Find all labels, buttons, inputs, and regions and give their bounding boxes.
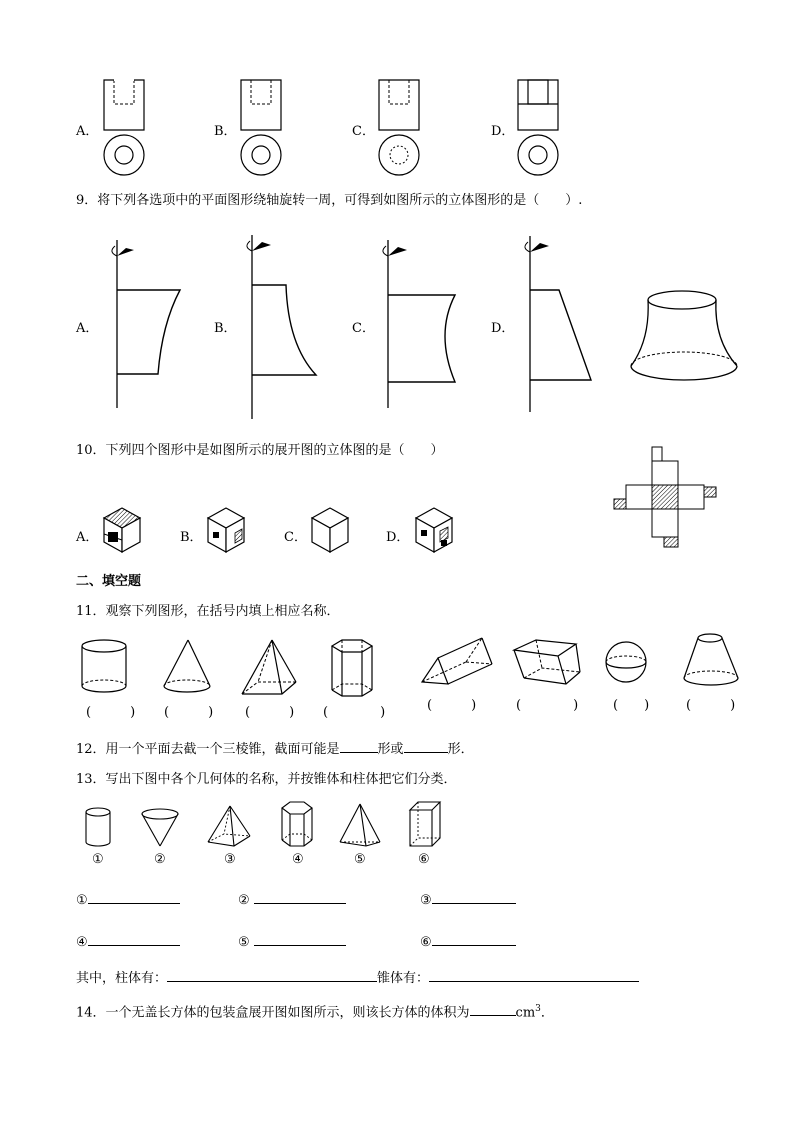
q14-line <box>76 1001 554 1021</box>
q13-shape-4-hexagonal-prism <box>278 800 318 850</box>
q8-figure-a <box>95 75 155 180</box>
section-title-fill-in: 二、填空题 <box>76 574 142 589</box>
q9-option-b: B． <box>214 321 237 336</box>
q13-answer-5 <box>238 932 346 951</box>
q13-text: 13．写出下图中各个几何体的名称，并按锥体和柱体把它们分类． <box>76 772 457 787</box>
q13-answer-1-label: ① <box>76 893 88 908</box>
q13-shape-1-cylinder <box>82 806 118 850</box>
q13-label-3: ③ <box>224 852 236 867</box>
q10-cube-net <box>612 443 722 551</box>
q10-cube-d <box>414 506 456 554</box>
q11-text: 11．观察下列图形，在括号内填上相应名称． <box>76 604 340 619</box>
q13-prism-label: 其中，柱体有： <box>76 971 168 986</box>
q11-bracket-3[interactable]: ( ) <box>245 705 295 720</box>
q12-blank-2[interactable] <box>404 739 448 753</box>
q13-answer-1-blank[interactable] <box>88 890 180 904</box>
q10-option-b: B． <box>180 530 203 545</box>
q13-prism-blank[interactable] <box>167 968 377 982</box>
q13-answer-5-label: ⑤ <box>238 935 250 950</box>
q14-unit: cm <box>515 1005 536 1021</box>
q10-text: 10．下列四个图形中是如图所示的展开图的立体图的是（ ） <box>76 443 444 458</box>
q13-label-2: ② <box>154 852 166 867</box>
q11-sphere <box>604 638 654 688</box>
q13-answer-2 <box>238 890 346 909</box>
q9-figure-b <box>238 227 328 422</box>
q11-cone <box>160 636 216 698</box>
q8-figure-d <box>509 75 569 180</box>
q11-oblique-prism <box>510 634 582 690</box>
q11-bracket-6[interactable]: ( ) <box>516 698 579 713</box>
q13-answer-6-blank[interactable] <box>432 932 516 946</box>
q13-classification <box>76 968 639 987</box>
q13-answer-4-label: ④ <box>76 935 88 950</box>
q9-text: 9．将下列各选项中的平面图形绕轴旋转一周，可得到如图所示的立体图形的是（ ）. <box>76 193 583 208</box>
q9-option-a: A． <box>76 321 99 336</box>
q11-bracket-7[interactable]: ( ) <box>613 698 650 713</box>
q13-label-5: ⑤ <box>354 852 366 867</box>
q14-blank[interactable] <box>470 1002 516 1016</box>
q13-answer-1 <box>76 890 180 909</box>
q13-shape-3-pyramid <box>204 802 254 850</box>
q10-cube-b <box>206 506 248 554</box>
q9-option-c: C． <box>352 321 375 336</box>
q13-pyramid-blank[interactable] <box>429 968 639 982</box>
q13-answer-3 <box>420 890 516 909</box>
q14-prefix: 14．一个无盖长方体的包装盒展开图如图所示，则该长方体的体积为 <box>76 1005 470 1021</box>
q13-answer-4-blank[interactable] <box>88 932 180 946</box>
q12-blank-1[interactable] <box>340 739 378 753</box>
q14-unit-exponent: 3 <box>535 1004 541 1014</box>
q13-answer-3-blank[interactable] <box>432 890 516 904</box>
q13-label-1: ① <box>92 852 104 867</box>
q11-cylinder <box>78 638 134 698</box>
q13-answer-5-blank[interactable] <box>254 932 346 946</box>
q11-bracket-4[interactable]: ( ) <box>323 705 386 720</box>
q8-option-b: B． <box>214 124 237 139</box>
q11-hexagonal-prism <box>326 638 378 700</box>
q11-bracket-8[interactable]: ( ) <box>686 698 736 713</box>
q13-answer-2-blank[interactable] <box>254 890 346 904</box>
q9-figure-c <box>373 232 468 412</box>
q12-line <box>76 739 474 758</box>
q13-shape-2-cone <box>138 806 184 850</box>
q11-bracket-1[interactable]: ( ) <box>86 705 136 720</box>
q13-answer-3-label: ③ <box>420 893 432 908</box>
q12-middle: 形或 <box>377 742 404 757</box>
q13-shape-6-rectangular-prism <box>406 800 446 850</box>
q9-figure-a <box>100 232 190 412</box>
q10-option-d: D． <box>386 530 410 545</box>
q9-solid-of-revolution <box>625 288 745 388</box>
q10-option-a: A． <box>76 530 99 545</box>
q8-figure-c <box>370 75 430 180</box>
q9-figure-d <box>513 232 603 412</box>
q13-answer-2-label: ② <box>238 893 250 908</box>
q8-figure-b <box>232 75 292 180</box>
q8-option-d: D． <box>491 124 515 139</box>
q11-bracket-2[interactable]: ( ) <box>164 705 214 720</box>
q13-label-6: ⑥ <box>418 852 430 867</box>
q12-suffix: 形． <box>447 742 474 757</box>
q11-frustum <box>680 632 744 692</box>
q14-end: ． <box>540 1005 554 1021</box>
q10-cube-a <box>102 506 144 554</box>
q11-triangular-prism <box>418 634 494 688</box>
q12-prefix: 12．用一个平面去截一个三棱锥，截面可能是 <box>76 742 340 757</box>
q13-answer-4 <box>76 932 180 951</box>
q11-square-pyramid <box>238 636 300 700</box>
q13-pyramid-label: 锥体有： <box>377 971 430 986</box>
q8-option-a: A． <box>76 124 99 139</box>
q13-answer-6-label: ⑥ <box>420 935 432 950</box>
q13-label-4: ④ <box>292 852 304 867</box>
q9-option-d: D． <box>491 321 515 336</box>
q11-bracket-5[interactable]: ( ) <box>427 698 477 713</box>
q10-option-c: C． <box>284 530 307 545</box>
q10-cube-c <box>310 506 352 554</box>
q8-option-c: C． <box>352 124 375 139</box>
q13-shape-5-triangular-pyramid <box>336 800 384 850</box>
q13-answer-6 <box>420 932 516 951</box>
